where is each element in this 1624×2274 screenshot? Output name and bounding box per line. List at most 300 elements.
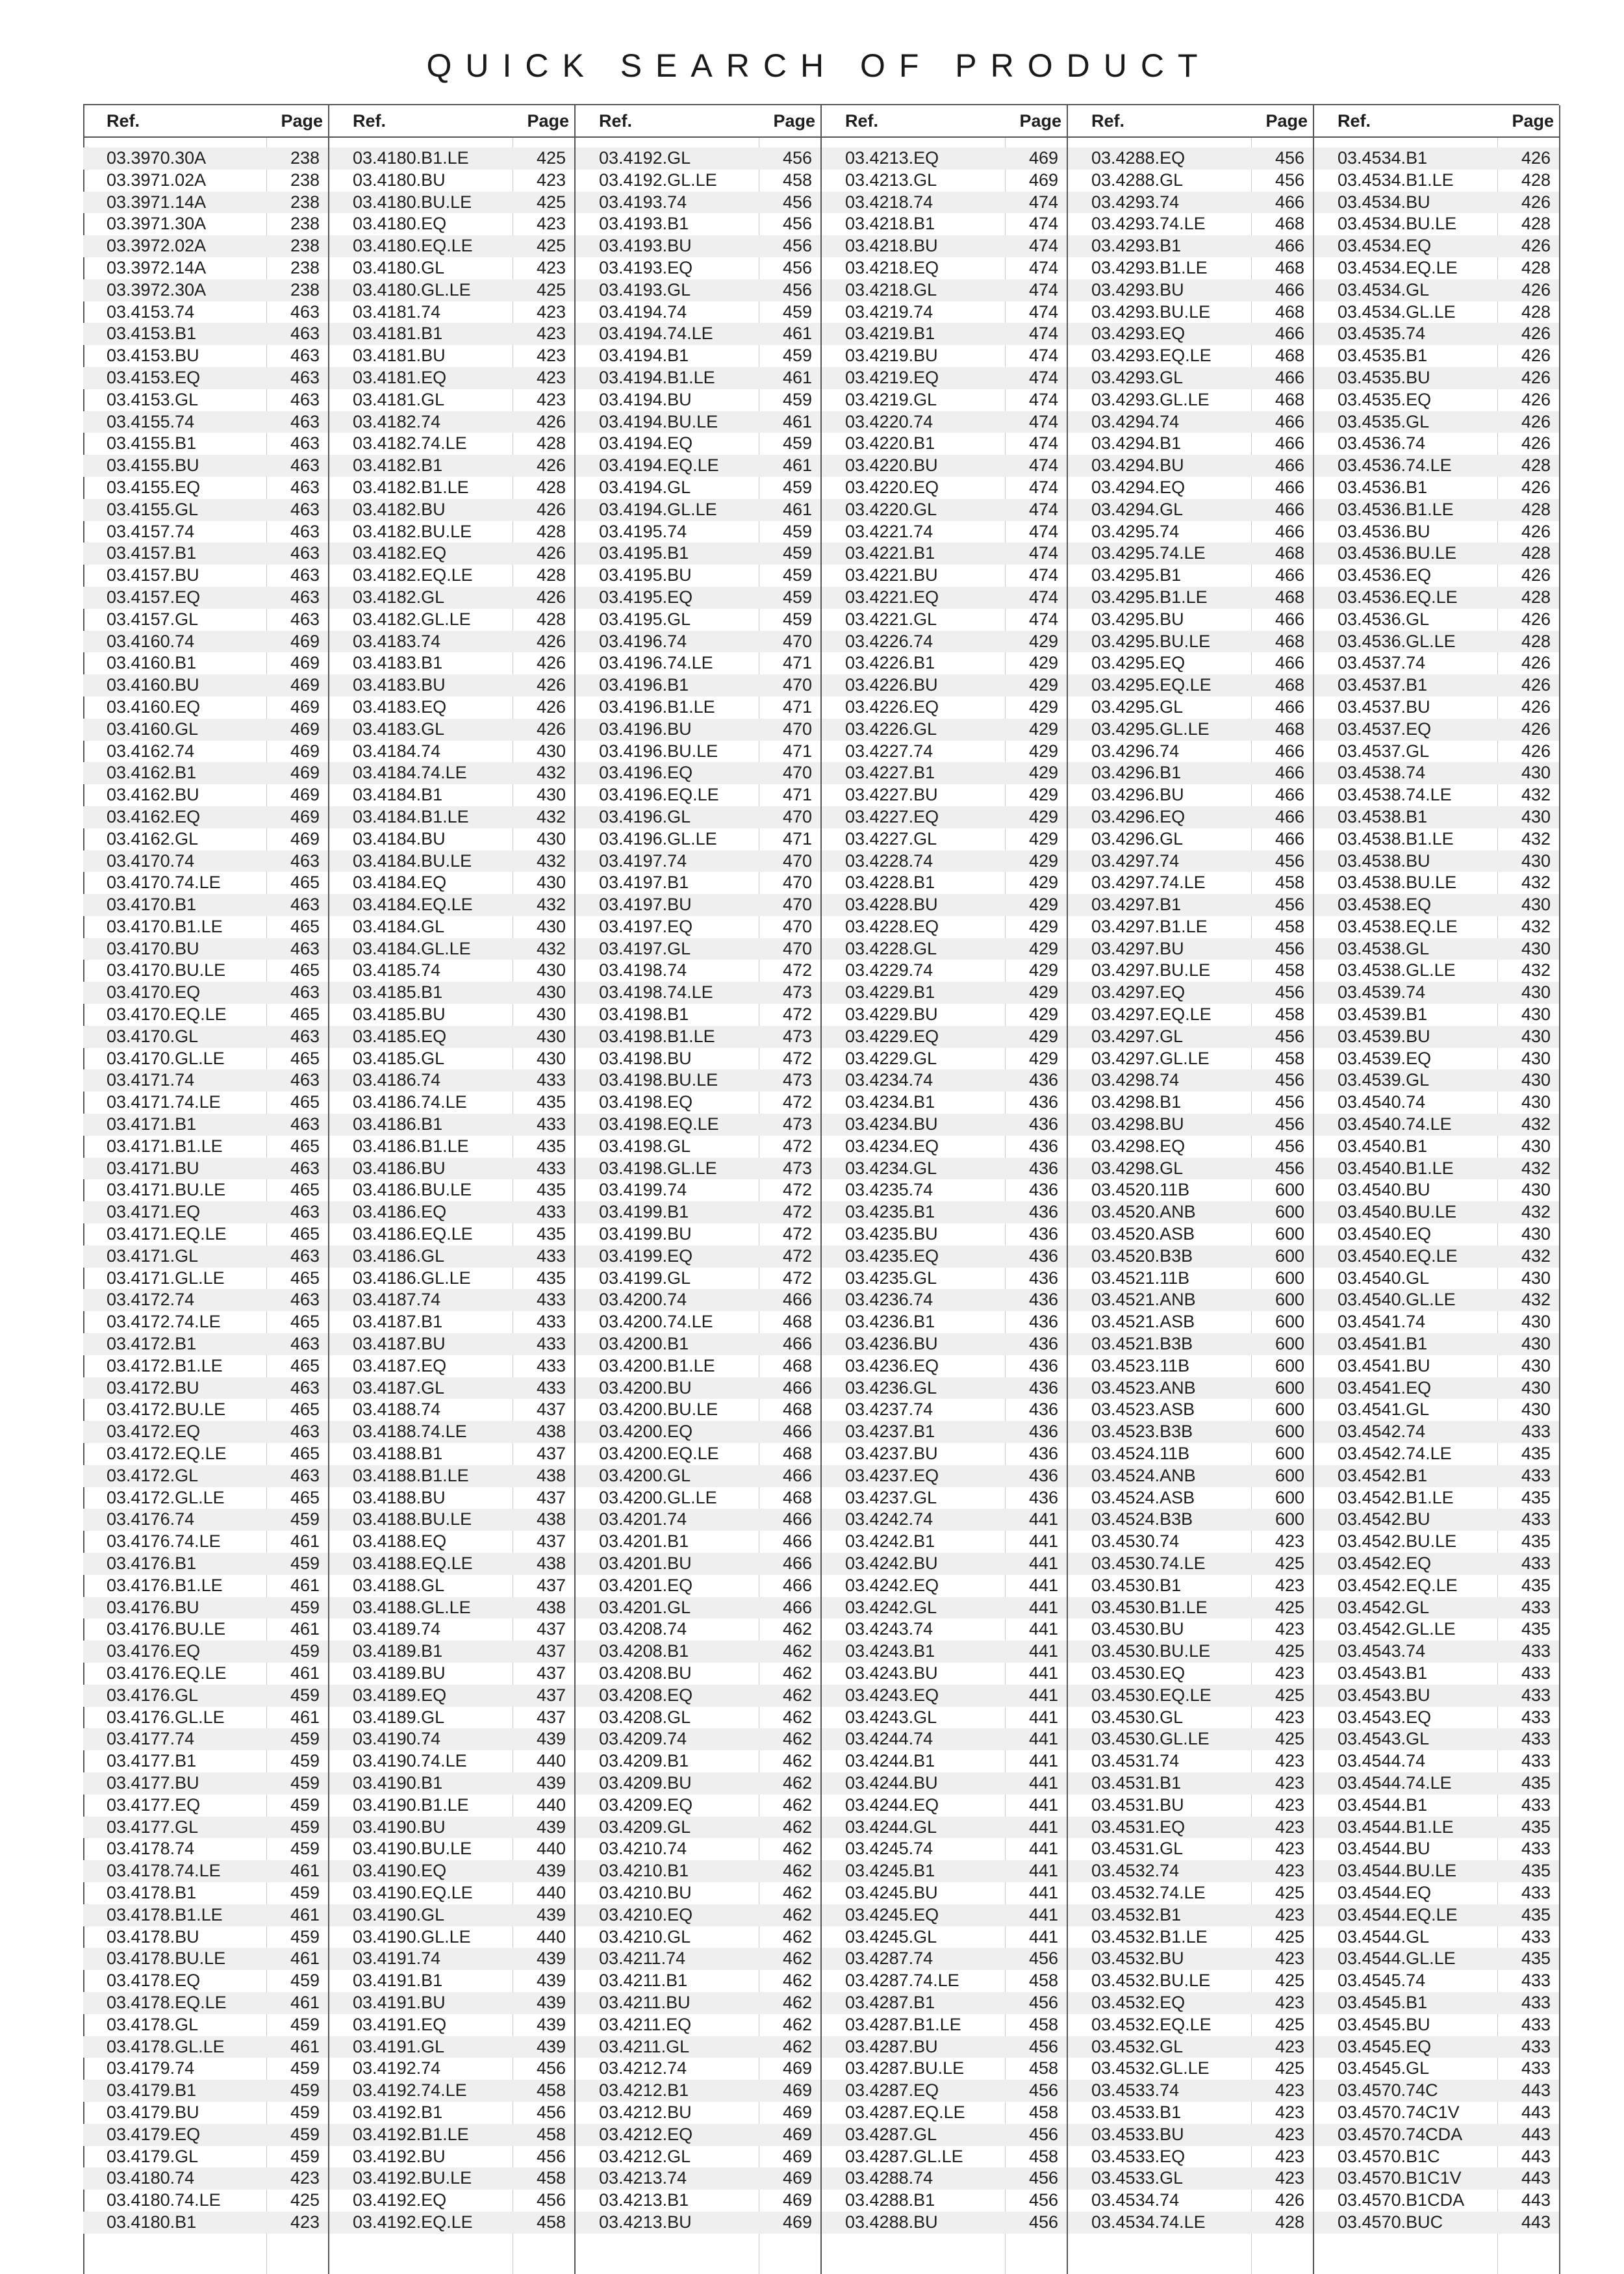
product-ref: 03.4229.BU xyxy=(845,1004,938,1025)
page-number: 456 xyxy=(1275,1026,1304,1046)
product-ref: 03.4296.74 xyxy=(1091,741,1180,761)
product-ref: 03.4185.GL xyxy=(353,1048,445,1068)
product-ref: 03.4176.B1 xyxy=(107,1553,197,1573)
page-number: 423 xyxy=(536,389,566,409)
product-ref: 03.4171.GL.LE xyxy=(107,1268,225,1288)
product-ref: 03.4194.B1.LE xyxy=(599,367,715,387)
product-ref: 03.4194.74.LE xyxy=(599,324,713,344)
product-ref: 03.4226.BU xyxy=(845,675,938,695)
index-row xyxy=(83,323,328,345)
index-row xyxy=(822,1882,1067,1904)
index-row xyxy=(83,1201,328,1223)
index-row xyxy=(1068,1377,1313,1399)
product-ref: 03.4530.GL.LE xyxy=(1091,1729,1210,1749)
page-number: 458 xyxy=(1028,2014,1058,2034)
index-row xyxy=(1314,499,1559,521)
product-ref: 03.4242.74 xyxy=(845,1509,933,1529)
product-ref: 03.4535.BU xyxy=(1338,367,1430,387)
product-ref: 03.4539.74 xyxy=(1338,982,1426,1003)
product-ref: 03.4178.EQ.LE xyxy=(107,1992,227,2012)
product-ref: 03.4170.GL xyxy=(107,1026,199,1046)
index-row xyxy=(83,762,328,784)
page-number: 429 xyxy=(1028,785,1058,805)
product-ref: 03.4190.BU xyxy=(353,1817,446,1837)
index-row xyxy=(1068,960,1313,982)
page-number: 425 xyxy=(1275,1685,1304,1705)
product-ref: 03.4218.GL xyxy=(845,279,937,300)
index-row xyxy=(822,872,1067,894)
page-number: 459 xyxy=(290,2080,320,2101)
product-ref: 03.4196.EQ xyxy=(599,763,693,783)
page-number: 430 xyxy=(1521,895,1551,915)
index-row xyxy=(329,741,574,763)
page-number: 428 xyxy=(536,609,566,629)
page-number: 433 xyxy=(1521,1707,1551,1727)
index-row xyxy=(1314,1685,1559,1707)
product-ref: 03.4185.BU xyxy=(353,1004,446,1025)
page-number: 469 xyxy=(290,675,320,695)
page-number: 441 xyxy=(1028,1553,1058,1573)
page-number: 429 xyxy=(1028,741,1058,761)
page-number: 472 xyxy=(782,1224,812,1244)
index-row xyxy=(329,1069,574,1092)
page-number: 466 xyxy=(1275,609,1304,629)
index-row xyxy=(576,1223,820,1246)
index-row xyxy=(329,1421,574,1443)
product-ref: 03.4201.74 xyxy=(599,1509,687,1529)
page-number: 466 xyxy=(782,1597,812,1617)
index-row xyxy=(329,1509,574,1531)
product-ref: 03.3972.14A xyxy=(107,257,207,277)
product-ref: 03.4180.BU xyxy=(353,170,446,190)
page-number: 429 xyxy=(1028,675,1058,695)
product-ref: 03.4542.BU xyxy=(1338,1509,1430,1529)
page-number: 474 xyxy=(1028,346,1058,366)
product-ref: 03.4242.B1 xyxy=(845,1531,935,1552)
product-ref: 03.4179.GL xyxy=(107,2146,199,2166)
index-row xyxy=(822,2080,1067,2102)
product-ref: 03.4200.GL xyxy=(599,1465,691,1485)
page-number: 600 xyxy=(1275,1355,1304,1375)
product-ref: 03.4190.74.LE xyxy=(353,1751,467,1771)
index-row xyxy=(1314,2124,1559,2146)
index-row xyxy=(329,301,574,324)
index-row xyxy=(329,1618,574,1641)
index-row xyxy=(822,1421,1067,1443)
page-number: 456 xyxy=(536,2102,566,2122)
index-column xyxy=(576,105,822,2274)
index-row xyxy=(1314,1048,1559,1070)
page-number: 463 xyxy=(290,499,320,519)
page-number: 437 xyxy=(536,1707,566,1727)
page-number: 466 xyxy=(782,1290,812,1310)
index-row xyxy=(83,1817,328,1839)
product-ref: 03.4297.BU.LE xyxy=(1091,960,1211,980)
index-row xyxy=(576,1246,820,1268)
product-ref: 03.4183.74 xyxy=(353,631,441,651)
product-ref: 03.4237.74 xyxy=(845,1399,933,1420)
index-row xyxy=(1068,1597,1313,1619)
index-row xyxy=(1068,1618,1313,1641)
index-row xyxy=(1068,2190,1313,2212)
index-row xyxy=(576,1092,820,1114)
page-number: 430 xyxy=(536,1004,566,1025)
product-ref: 03.4244.B1 xyxy=(845,1751,935,1771)
index-row xyxy=(329,1048,574,1070)
product-ref: 03.4176.BU.LE xyxy=(107,1619,226,1639)
product-ref: 03.4209.B1 xyxy=(599,1751,689,1771)
index-row xyxy=(83,938,328,960)
page-number: 600 xyxy=(1275,1246,1304,1266)
product-ref: 03.4155.74 xyxy=(107,411,195,431)
index-row xyxy=(329,192,574,214)
product-ref: 03.4544.EQ xyxy=(1338,1882,1432,1902)
product-ref: 03.4570.B1CDA xyxy=(1338,2190,1465,2210)
page-number: 462 xyxy=(782,1795,812,1815)
index-row xyxy=(1068,323,1313,345)
page-number: 426 xyxy=(1521,411,1551,431)
product-ref: 03.4219.74 xyxy=(845,301,933,322)
page-number: 468 xyxy=(1275,587,1304,607)
index-row xyxy=(822,982,1067,1004)
index-row xyxy=(822,2014,1067,2036)
index-row xyxy=(822,147,1067,170)
product-ref: 03.4209.GL xyxy=(599,1817,691,1837)
page-number: 469 xyxy=(782,2212,812,2232)
page-number: 430 xyxy=(1521,1312,1551,1332)
index-row xyxy=(822,850,1067,873)
page-number: 441 xyxy=(1028,1531,1058,1552)
index-row xyxy=(822,1531,1067,1553)
page-number: 439 xyxy=(536,1861,566,1881)
index-row xyxy=(1068,1707,1313,1729)
product-ref: 03.4537.BU xyxy=(1338,696,1430,717)
page-number: 461 xyxy=(290,1948,320,1969)
index-row xyxy=(1068,674,1313,696)
page-number: 432 xyxy=(536,938,566,958)
product-ref: 03.4178.B1 xyxy=(107,1882,197,1902)
product-ref: 03.4208.EQ xyxy=(599,1685,693,1705)
product-ref: 03.4212.EQ xyxy=(599,2124,693,2144)
product-ref: 03.4192.74 xyxy=(353,2058,441,2078)
index-row xyxy=(576,1685,820,1707)
index-row xyxy=(83,1268,328,1290)
index-row xyxy=(822,1860,1067,1882)
index-row xyxy=(1068,1421,1313,1443)
product-ref: 03.4530.B1.LE xyxy=(1091,1597,1208,1617)
index-row xyxy=(83,170,328,192)
page-number: 432 xyxy=(536,806,566,826)
product-ref: 03.4532.GL.LE xyxy=(1091,2058,1210,2078)
product-ref: 03.4172.BU.LE xyxy=(107,1399,226,1420)
page-number: 459 xyxy=(290,1839,320,1859)
index-row xyxy=(83,1882,328,1904)
product-ref: 03.4544.EQ.LE xyxy=(1338,1904,1458,1924)
product-ref: 03.4190.GL xyxy=(353,1904,445,1924)
product-ref: 03.4212.BU xyxy=(599,2102,692,2122)
index-row xyxy=(83,1663,328,1685)
page-number: 423 xyxy=(1275,1795,1304,1815)
index-row xyxy=(83,1069,328,1092)
index-row xyxy=(822,213,1067,235)
index-row xyxy=(576,741,820,763)
product-ref: 03.4184.GL.LE xyxy=(353,938,471,958)
product-ref: 03.4536.B1 xyxy=(1338,477,1428,497)
product-ref: 03.4298.EQ xyxy=(1091,1136,1186,1156)
page-number: 458 xyxy=(536,2124,566,2144)
product-ref: 03.4533.74 xyxy=(1091,2080,1180,2101)
product-ref: 03.4221.GL xyxy=(845,609,937,629)
product-ref: 03.4221.BU xyxy=(845,565,938,585)
product-ref: 03.4570.B1C xyxy=(1338,2146,1440,2166)
page-number: 466 xyxy=(1275,411,1304,431)
page-number: 436 xyxy=(1028,1158,1058,1178)
page-number: 428 xyxy=(1521,631,1551,651)
product-ref: 03.4211.74 xyxy=(599,1948,686,1969)
product-ref: 03.4227.BU xyxy=(845,785,938,805)
index-row xyxy=(329,1904,574,1926)
index-row xyxy=(329,719,574,741)
product-ref: 03.4540.GL.LE xyxy=(1338,1290,1456,1310)
index-row xyxy=(576,1926,820,1948)
index-row xyxy=(83,2102,328,2124)
product-ref: 03.4170.74.LE xyxy=(107,873,221,893)
product-ref: 03.4296.GL xyxy=(1091,828,1184,849)
page-number: 459 xyxy=(782,521,812,541)
index-column xyxy=(1314,105,1560,2274)
page-number: 462 xyxy=(782,1729,812,1749)
index-row xyxy=(83,257,328,279)
index-row xyxy=(1314,1795,1559,1817)
index-row xyxy=(1068,1443,1313,1465)
index-row xyxy=(329,477,574,499)
product-ref: 03.4200.BU xyxy=(599,1377,692,1398)
product-ref: 03.4176.GL xyxy=(107,1685,199,1705)
page-number: 437 xyxy=(536,1641,566,1661)
product-ref: 03.4536.BU xyxy=(1338,521,1430,541)
product-ref: 03.4200.74 xyxy=(599,1290,687,1310)
page-number: 430 xyxy=(536,828,566,849)
index-row xyxy=(1314,1772,1559,1795)
page-number: 459 xyxy=(782,477,812,497)
index-row xyxy=(822,2212,1067,2234)
page-number: 432 xyxy=(1521,1290,1551,1310)
page-number: 423 xyxy=(1275,1904,1304,1924)
index-row xyxy=(576,719,820,741)
product-ref: 03.4200.GL.LE xyxy=(599,1487,717,1507)
index-row xyxy=(822,1575,1067,1597)
index-row xyxy=(822,1509,1067,1531)
index-row xyxy=(822,1728,1067,1750)
page-number: 456 xyxy=(782,192,812,212)
index-row xyxy=(1314,960,1559,982)
index-row xyxy=(329,2080,574,2102)
product-ref: 03.4570.B1C1V xyxy=(1338,2168,1462,2188)
product-ref: 03.4297.EQ.LE xyxy=(1091,1004,1212,1025)
index-row xyxy=(822,521,1067,543)
product-ref: 03.4538.EQ xyxy=(1338,895,1432,915)
product-ref: 03.4542.GL xyxy=(1338,1597,1430,1617)
index-row xyxy=(1068,916,1313,938)
page-number: 463 xyxy=(290,1070,320,1090)
product-ref: 03.4520.B3B xyxy=(1091,1246,1193,1266)
index-row xyxy=(1068,1179,1313,1201)
product-ref: 03.4287.GL.LE xyxy=(845,2146,963,2166)
index-row xyxy=(329,1772,574,1795)
index-row xyxy=(1068,543,1313,565)
page-number: 474 xyxy=(1028,587,1058,607)
page-number: 428 xyxy=(1521,587,1551,607)
index-row xyxy=(822,192,1067,214)
page-number: 462 xyxy=(782,1772,812,1793)
product-ref: 03.4531.EQ xyxy=(1091,1817,1186,1837)
product-ref: 03.4532.74.LE xyxy=(1091,1882,1206,1902)
page-number: 465 xyxy=(290,960,320,980)
page-number: 456 xyxy=(1275,1114,1304,1134)
page-number: 469 xyxy=(290,763,320,783)
index-row xyxy=(822,1926,1067,1948)
page-number: 432 xyxy=(1521,1246,1551,1266)
product-ref: 03.4191.B1 xyxy=(353,1971,443,1991)
index-row xyxy=(329,631,574,653)
page-number: 470 xyxy=(782,806,812,826)
index-row xyxy=(1314,1158,1559,1180)
page-number: 461 xyxy=(782,455,812,476)
page-number: 456 xyxy=(536,2058,566,2078)
page-number: 469 xyxy=(290,806,320,826)
page-number: 438 xyxy=(536,1553,566,1573)
product-ref: 03.4536.EQ.LE xyxy=(1338,587,1458,607)
page-number: 459 xyxy=(290,2058,320,2078)
product-ref: 03.4213.BU xyxy=(599,2212,692,2232)
page-number: 461 xyxy=(290,1619,320,1639)
page-number: 600 xyxy=(1275,1224,1304,1244)
product-ref: 03.4197.GL xyxy=(599,938,691,958)
page-number: 430 xyxy=(1521,1180,1551,1200)
page-number: 470 xyxy=(782,938,812,958)
product-ref: 03.4193.GL xyxy=(599,279,691,300)
page-number: 456 xyxy=(1275,1158,1304,1178)
page-number: 468 xyxy=(782,1355,812,1375)
index-row xyxy=(329,1926,574,1948)
product-ref: 03.4538.BU xyxy=(1338,850,1430,871)
product-ref: 03.4211.B1 xyxy=(599,1971,688,1991)
product-ref: 03.4536.74 xyxy=(1338,433,1426,454)
index-row xyxy=(576,696,820,719)
product-ref: 03.4190.74 xyxy=(353,1729,441,1749)
page-number: 463 xyxy=(290,1290,320,1310)
index-row xyxy=(1068,1663,1313,1685)
product-ref: 03.4171.B1 xyxy=(107,1114,197,1134)
page-number: 433 xyxy=(1521,1992,1551,2012)
index-row xyxy=(822,784,1067,806)
page-number: 462 xyxy=(782,1948,812,1969)
product-ref: 03.4180.GL.LE xyxy=(353,279,471,300)
page-number: 469 xyxy=(290,653,320,673)
product-ref: 03.4543.EQ xyxy=(1338,1707,1432,1727)
page-number: 463 xyxy=(290,455,320,476)
product-ref: 03.4534.B1.LE xyxy=(1338,170,1454,190)
index-row xyxy=(329,345,574,367)
product-ref: 03.4179.74 xyxy=(107,2058,195,2078)
page-number: 441 xyxy=(1028,1619,1058,1639)
product-ref: 03.4544.74 xyxy=(1338,1751,1426,1771)
product-ref: 03.4200.BU.LE xyxy=(599,1399,718,1420)
page-number: 441 xyxy=(1028,1817,1058,1837)
page-number: 600 xyxy=(1275,1509,1304,1529)
index-row xyxy=(822,631,1067,653)
page-number: 474 xyxy=(1028,433,1058,454)
page-number: 435 xyxy=(1521,1531,1551,1552)
page-number: 426 xyxy=(1521,675,1551,695)
page-number: 463 xyxy=(290,324,320,344)
product-ref: 03.4153.GL xyxy=(107,389,199,409)
page-number: 468 xyxy=(1275,719,1304,739)
product-ref: 03.4287.EQ.LE xyxy=(845,2102,965,2122)
index-row xyxy=(822,1114,1067,1136)
page-number: 430 xyxy=(1521,850,1551,871)
page-number: 435 xyxy=(1521,1817,1551,1837)
product-ref: 03.4180.B1 xyxy=(107,2212,197,2232)
index-row xyxy=(1314,872,1559,894)
page-number: 463 xyxy=(290,1114,320,1134)
page-number: 432 xyxy=(1521,916,1551,936)
page-number: 436 xyxy=(1028,1444,1058,1464)
product-ref: 03.4196.EQ.LE xyxy=(599,785,719,805)
page-number: 469 xyxy=(290,719,320,739)
page-number: 600 xyxy=(1275,1487,1304,1507)
product-ref: 03.4218.BU xyxy=(845,236,938,256)
page-number: 429 xyxy=(1028,806,1058,826)
index-row xyxy=(1068,257,1313,279)
product-ref: 03.4212.B1 xyxy=(599,2080,689,2101)
product-ref: 03.4170.BU xyxy=(107,938,199,958)
product-ref: 03.4153.EQ xyxy=(107,367,201,387)
page-number: 436 xyxy=(1028,1246,1058,1266)
page-number: 474 xyxy=(1028,543,1058,563)
page-number: 441 xyxy=(1028,1707,1058,1727)
product-ref: 03.4540.B1.LE xyxy=(1338,1158,1454,1178)
page-number: 458 xyxy=(1275,960,1304,980)
index-row xyxy=(576,1882,820,1904)
page-number: 425 xyxy=(536,148,566,168)
page-number: 238 xyxy=(290,257,320,277)
product-ref: 03.4539.B1 xyxy=(1338,1004,1428,1025)
index-row xyxy=(1314,1201,1559,1223)
index-row xyxy=(576,652,820,674)
product-ref: 03.4544.GL xyxy=(1338,1926,1430,1947)
page-number: 435 xyxy=(536,1136,566,1156)
page-number: 600 xyxy=(1275,1334,1304,1354)
index-row xyxy=(576,1618,820,1641)
product-ref: 03.4179.B1 xyxy=(107,2080,197,2101)
page-number: 465 xyxy=(290,1487,320,1507)
page-number: 435 xyxy=(1521,1487,1551,1507)
page-number: 473 xyxy=(782,1114,812,1134)
index-row xyxy=(1314,455,1559,477)
page-number: 435 xyxy=(1521,1948,1551,1969)
product-ref: 03.4198.B1 xyxy=(599,1004,689,1025)
index-row xyxy=(1068,455,1313,477)
index-row xyxy=(822,1904,1067,1926)
page-number: 459 xyxy=(290,1772,320,1793)
index-row xyxy=(576,1487,820,1509)
page-number: 463 xyxy=(290,521,320,541)
page-number: 456 xyxy=(1275,850,1304,871)
page-number: 465 xyxy=(290,873,320,893)
page-number: 443 xyxy=(1521,2102,1551,2122)
index-rows xyxy=(83,147,328,2234)
